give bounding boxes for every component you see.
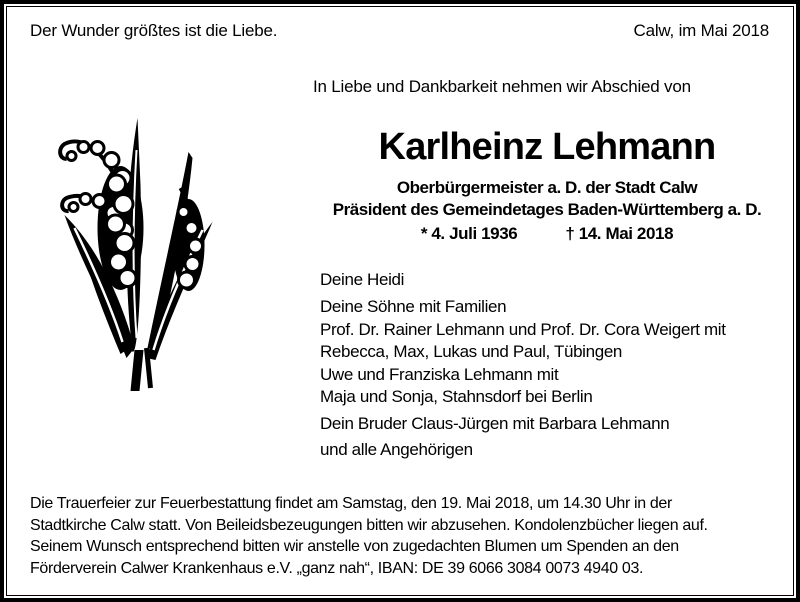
- mourner-line: Dein Bruder Claus-Jürgen mit Barbara Lehmann: [320, 413, 670, 433]
- funeral-info-line: Förderverein Calwer Krankenhaus e.V. „ganz nah“, IBAN: DE 39 6066 3084 0073 4940 03.: [30, 560, 644, 578]
- funeral-information: [30, 493, 772, 580]
- mourners-sons-group: [320, 296, 726, 409]
- birth-date: * 4. Juli 1936: [420, 224, 518, 243]
- deceased-title-1: Oberbürgermeister a. D. der Stadt Calw: [396, 178, 698, 197]
- mourner-line: Rebecca, Max, Lukas und Paul, Tübingen: [320, 342, 623, 361]
- funeral-info-line: Die Trauerfeier zur Feuerbestattung findet am Samstag, den 19. Mai 2018, um 14.30 Uhr in der: [30, 495, 672, 512]
- deceased-title-2: Präsident des Gemeindetages Baden-Württemberg a. D.: [332, 200, 762, 219]
- life-dates: [312, 223, 782, 245]
- mourners-block: [320, 269, 726, 462]
- funeral-info-line: Seinem Wunsch entsprechend bitten wir anstelle von zugedachten Blumen um Spenden an den: [30, 538, 679, 556]
- death-date: † 14. Mai 2018: [565, 224, 674, 243]
- mourner-line: Prof. Dr. Rainer Lehmann und Prof. Dr. Cora Weigert mit: [320, 319, 726, 339]
- intro-line: In Liebe und Dankbarkeit nehmen wir Abschied von: [313, 77, 691, 96]
- mourner-line: Deine Heidi: [320, 270, 405, 289]
- place-and-date: Calw, im Mai 2018: [633, 21, 769, 40]
- mourner-line: und alle Angehörigen: [320, 440, 473, 459]
- deceased-name: Karlheinz Lehmann: [378, 126, 716, 168]
- lily-of-the-valley-icon: [48, 110, 228, 395]
- mourner-line: Uwe und Franziska Lehmann mit: [320, 364, 559, 384]
- funeral-info-line: Stadtkirche Calw statt. Von Beileidsbezeugungen bitten wir abzusehen. Kondolenzbücher liegen auf.: [30, 516, 708, 534]
- mourner-line: Deine Söhne mit Familien: [320, 297, 507, 316]
- epigraph-quote: Der Wunder größtes ist die Liebe.: [30, 21, 278, 40]
- deceased-header: [312, 126, 782, 245]
- mourner-line: Maja und Sonja, Stahnsdorf bei Berlin: [320, 387, 593, 406]
